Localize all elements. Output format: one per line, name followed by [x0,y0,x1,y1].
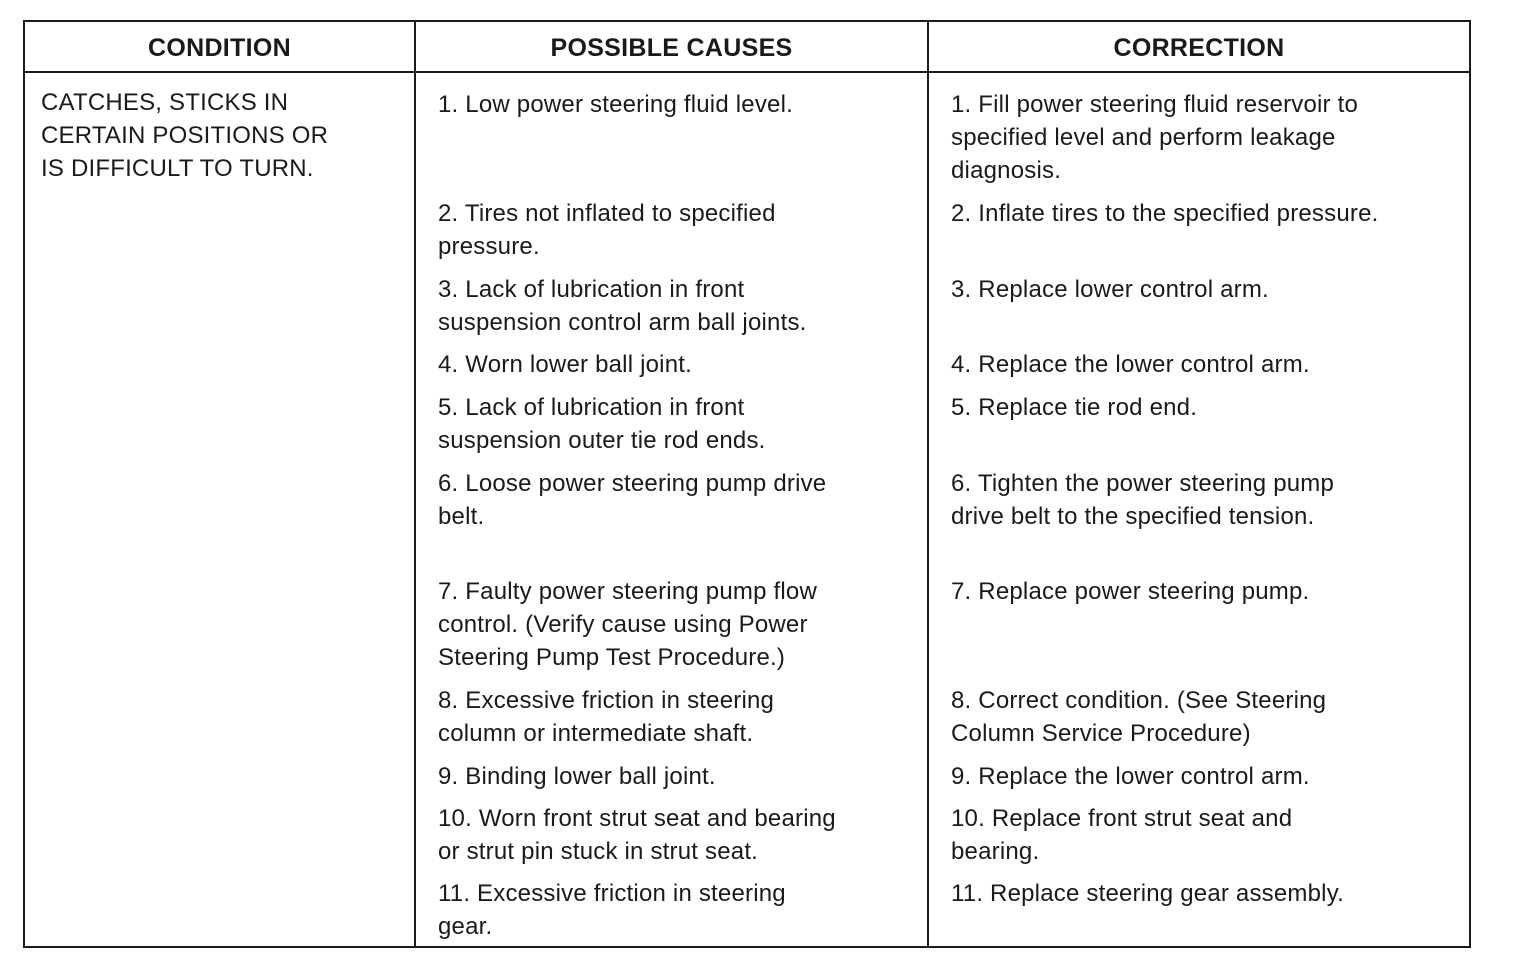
correction-text: 8. Correct condition. (See Steering Column Service Procedure) [951,687,1327,747]
diagnosis-table [23,20,1471,948]
cause-text: 3. Lack of lubrication in front suspension control arm ball joints. [438,276,807,336]
cause-text: 1. Low power steering fluid level. [438,91,793,118]
condition-text: CATCHES, STICKS IN CERTAIN POSITIONS OR IS DIFFICULT TO TURN. [41,89,329,182]
correction-text: 3. Replace lower control arm. [951,276,1269,303]
header-condition: CONDITION [148,34,291,62]
correction-text: 2. Inflate tires to the specified pressure. [951,200,1379,227]
correction-text: 1. Fill power steering fluid reservoir to specified level and perform leakage diagnosis. [951,91,1359,184]
header-correction: CORRECTION [1113,34,1285,62]
correction-text: 4. Replace the lower control arm. [951,351,1310,378]
cause-text: 4. Worn lower ball joint. [438,351,692,378]
cause-text: 8. Excessive friction in steering column or intermediate shaft. [438,687,775,747]
cause-text: 7. Faulty power steering pump flow control. (Verify cause using Power Steering Pump Test Procedure.) [438,578,817,671]
correction-text: 10. Replace front strut seat and bearing. [951,805,1293,865]
correction-text: 6. Tighten the power steering pump drive belt to the specified tension. [951,470,1335,530]
cause-text: 5. Lack of lubrication in front suspension outer tie rod ends. [438,394,766,454]
cause-text: 11. Excessive friction in steering gear. [438,880,786,940]
header-possible-causes: POSSIBLE CAUSES [550,34,793,62]
correction-text: 7. Replace power steering pump. [951,578,1310,605]
cause-text: 2. Tires not inflated to specified pressure. [438,200,776,260]
correction-text: 5. Replace tie rod end. [951,394,1198,421]
correction-text: 11. Replace steering gear assembly. [951,880,1344,907]
cause-text: 6. Loose power steering pump drive belt. [438,470,827,530]
column-divider [414,22,416,946]
cause-text: 10. Worn front strut seat and bearing or strut pin stuck in strut seat. [438,805,836,865]
correction-text: 9. Replace the lower control arm. [951,763,1310,790]
column-divider [927,22,929,946]
cause-text: 9. Binding lower ball joint. [438,763,716,790]
